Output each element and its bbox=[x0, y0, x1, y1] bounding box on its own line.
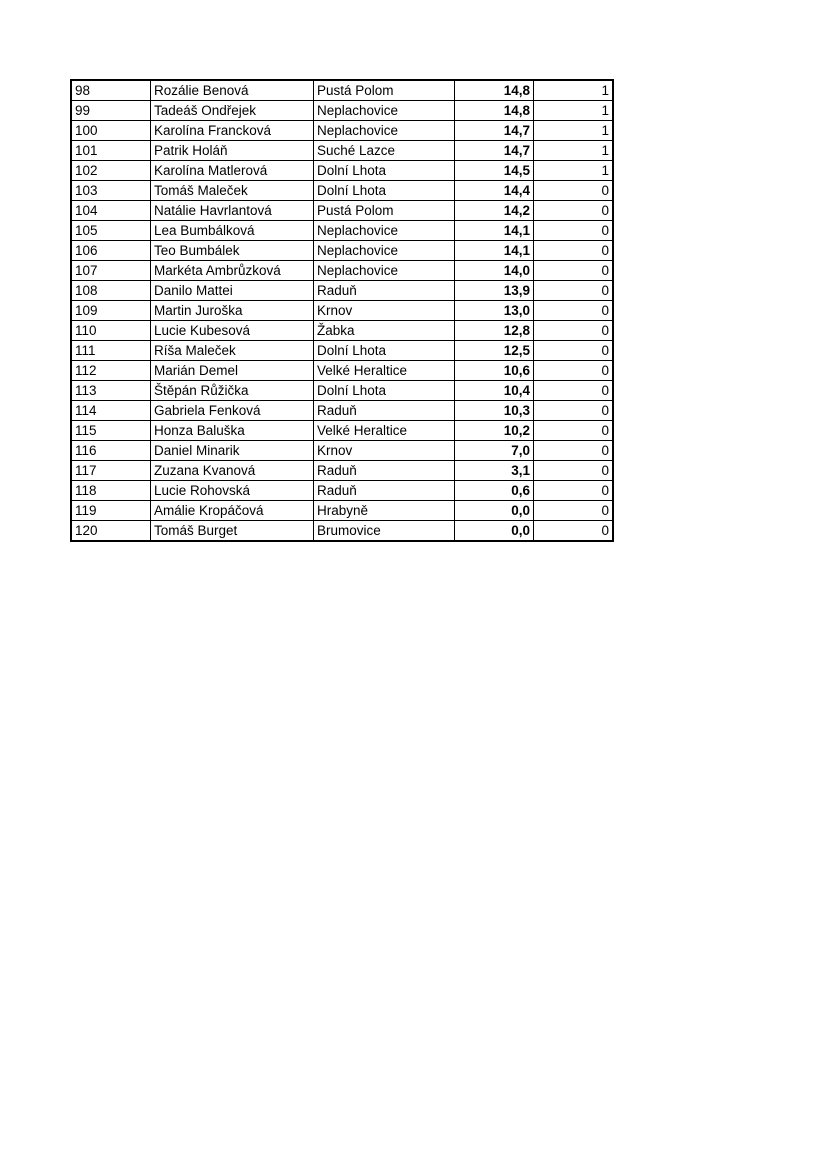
table-row bbox=[71, 381, 613, 401]
town-cell: Raduň bbox=[314, 401, 455, 421]
score-cell: 0,6 bbox=[455, 481, 534, 501]
points-cell: 1 bbox=[534, 141, 614, 161]
rank-cell: 107 bbox=[71, 261, 151, 281]
name-cell: Natálie Havrlantová bbox=[151, 201, 314, 221]
name-cell: Karolína Matlerová bbox=[151, 161, 314, 181]
rank-cell: 118 bbox=[71, 481, 151, 501]
town-cell: Neplachovice bbox=[314, 221, 455, 241]
town-cell: Brumovice bbox=[314, 521, 455, 542]
name-cell: Martin Juroška bbox=[151, 301, 314, 321]
table-row bbox=[71, 501, 613, 521]
points-cell: 0 bbox=[534, 401, 614, 421]
points-cell: 0 bbox=[534, 361, 614, 381]
town-cell: Velké Heraltice bbox=[314, 361, 455, 381]
town-cell: Dolní Lhota bbox=[314, 161, 455, 181]
table-row bbox=[71, 401, 613, 421]
score-cell: 0,0 bbox=[455, 501, 534, 521]
score-cell: 10,4 bbox=[455, 381, 534, 401]
score-cell: 14,2 bbox=[455, 201, 534, 221]
score-cell: 0,0 bbox=[455, 521, 534, 542]
results-table bbox=[70, 79, 614, 542]
rank-cell: 120 bbox=[71, 521, 151, 542]
points-cell: 0 bbox=[534, 281, 614, 301]
rank-cell: 100 bbox=[71, 121, 151, 141]
results-sheet bbox=[70, 79, 614, 542]
points-cell: 0 bbox=[534, 321, 614, 341]
table-row bbox=[71, 201, 613, 221]
table-row bbox=[71, 361, 613, 381]
name-cell: Lea Bumbálková bbox=[151, 221, 314, 241]
name-cell: Daniel Minarik bbox=[151, 441, 314, 461]
rank-cell: 102 bbox=[71, 161, 151, 181]
score-cell: 14,8 bbox=[455, 101, 534, 121]
points-cell: 1 bbox=[534, 121, 614, 141]
points-cell: 0 bbox=[534, 481, 614, 501]
name-cell: Tomáš Burget bbox=[151, 521, 314, 542]
rank-cell: 113 bbox=[71, 381, 151, 401]
score-cell: 10,6 bbox=[455, 361, 534, 381]
score-cell: 14,1 bbox=[455, 241, 534, 261]
name-cell: Rozálie Benová bbox=[151, 80, 314, 101]
table-row bbox=[71, 161, 613, 181]
name-cell: Tadeáš Ondřejek bbox=[151, 101, 314, 121]
score-cell: 14,7 bbox=[455, 141, 534, 161]
table-row bbox=[71, 441, 613, 461]
score-cell: 14,7 bbox=[455, 121, 534, 141]
rank-cell: 110 bbox=[71, 321, 151, 341]
town-cell: Velké Heraltice bbox=[314, 421, 455, 441]
town-cell: Dolní Lhota bbox=[314, 381, 455, 401]
score-cell: 14,1 bbox=[455, 221, 534, 241]
table-row bbox=[71, 241, 613, 261]
table-row bbox=[71, 101, 613, 121]
table-row bbox=[71, 421, 613, 441]
score-cell: 14,8 bbox=[455, 80, 534, 101]
name-cell: Amálie Kropáčová bbox=[151, 501, 314, 521]
name-cell: Gabriela Fenková bbox=[151, 401, 314, 421]
town-cell: Krnov bbox=[314, 441, 455, 461]
score-cell: 13,9 bbox=[455, 281, 534, 301]
score-cell: 12,8 bbox=[455, 321, 534, 341]
points-cell: 0 bbox=[534, 301, 614, 321]
score-cell: 12,5 bbox=[455, 341, 534, 361]
rank-cell: 109 bbox=[71, 301, 151, 321]
name-cell: Karolína Francková bbox=[151, 121, 314, 141]
name-cell: Zuzana Kvanová bbox=[151, 461, 314, 481]
table-row bbox=[71, 221, 613, 241]
name-cell: Honza Baluška bbox=[151, 421, 314, 441]
name-cell: Ríša Maleček bbox=[151, 341, 314, 361]
town-cell: Pustá Polom bbox=[314, 80, 455, 101]
score-cell: 13,0 bbox=[455, 301, 534, 321]
town-cell: Hrabyně bbox=[314, 501, 455, 521]
points-cell: 0 bbox=[534, 461, 614, 481]
rank-cell: 111 bbox=[71, 341, 151, 361]
score-cell: 3,1 bbox=[455, 461, 534, 481]
rank-cell: 117 bbox=[71, 461, 151, 481]
name-cell: Teo Bumbálek bbox=[151, 241, 314, 261]
score-cell: 7,0 bbox=[455, 441, 534, 461]
table-row bbox=[71, 461, 613, 481]
town-cell: Raduň bbox=[314, 481, 455, 501]
town-cell: Dolní Lhota bbox=[314, 341, 455, 361]
town-cell: Raduň bbox=[314, 281, 455, 301]
name-cell: Danilo Mattei bbox=[151, 281, 314, 301]
town-cell: Neplachovice bbox=[314, 101, 455, 121]
rank-cell: 108 bbox=[71, 281, 151, 301]
name-cell: Marián Demel bbox=[151, 361, 314, 381]
rank-cell: 105 bbox=[71, 221, 151, 241]
town-cell: Pustá Polom bbox=[314, 201, 455, 221]
table-row bbox=[71, 521, 613, 542]
rank-cell: 101 bbox=[71, 141, 151, 161]
rank-cell: 98 bbox=[71, 80, 151, 101]
points-cell: 0 bbox=[534, 521, 614, 542]
points-cell: 0 bbox=[534, 241, 614, 261]
points-cell: 1 bbox=[534, 80, 614, 101]
name-cell: Lucie Rohovská bbox=[151, 481, 314, 501]
table-row bbox=[71, 321, 613, 341]
name-cell: Štěpán Růžička bbox=[151, 381, 314, 401]
town-cell: Raduň bbox=[314, 461, 455, 481]
rank-cell: 114 bbox=[71, 401, 151, 421]
town-cell: Krnov bbox=[314, 301, 455, 321]
points-cell: 0 bbox=[534, 381, 614, 401]
table-row bbox=[71, 121, 613, 141]
name-cell: Markéta Ambrůzková bbox=[151, 261, 314, 281]
town-cell: Suché Lazce bbox=[314, 141, 455, 161]
score-cell: 10,2 bbox=[455, 421, 534, 441]
score-cell: 14,4 bbox=[455, 181, 534, 201]
table-row bbox=[71, 181, 613, 201]
points-cell: 0 bbox=[534, 181, 614, 201]
points-cell: 0 bbox=[534, 341, 614, 361]
name-cell: Lucie Kubesová bbox=[151, 321, 314, 341]
table-row bbox=[71, 301, 613, 321]
points-cell: 0 bbox=[534, 441, 614, 461]
points-cell: 0 bbox=[534, 201, 614, 221]
score-cell: 14,5 bbox=[455, 161, 534, 181]
results-table-body bbox=[71, 80, 613, 541]
table-row bbox=[71, 141, 613, 161]
points-cell: 0 bbox=[534, 261, 614, 281]
rank-cell: 99 bbox=[71, 101, 151, 121]
table-row bbox=[71, 80, 613, 101]
points-cell: 0 bbox=[534, 421, 614, 441]
town-cell: Dolní Lhota bbox=[314, 181, 455, 201]
rank-cell: 119 bbox=[71, 501, 151, 521]
rank-cell: 103 bbox=[71, 181, 151, 201]
table-row bbox=[71, 281, 613, 301]
rank-cell: 115 bbox=[71, 421, 151, 441]
town-cell: Žabka bbox=[314, 321, 455, 341]
table-row bbox=[71, 261, 613, 281]
score-cell: 10,3 bbox=[455, 401, 534, 421]
rank-cell: 112 bbox=[71, 361, 151, 381]
table-row bbox=[71, 341, 613, 361]
rank-cell: 106 bbox=[71, 241, 151, 261]
points-cell: 0 bbox=[534, 501, 614, 521]
town-cell: Neplachovice bbox=[314, 261, 455, 281]
name-cell: Patrik Holáň bbox=[151, 141, 314, 161]
rank-cell: 104 bbox=[71, 201, 151, 221]
town-cell: Neplachovice bbox=[314, 121, 455, 141]
town-cell: Neplachovice bbox=[314, 241, 455, 261]
rank-cell: 116 bbox=[71, 441, 151, 461]
points-cell: 0 bbox=[534, 221, 614, 241]
score-cell: 14,0 bbox=[455, 261, 534, 281]
name-cell: Tomáš Maleček bbox=[151, 181, 314, 201]
points-cell: 1 bbox=[534, 101, 614, 121]
table-row bbox=[71, 481, 613, 501]
points-cell: 1 bbox=[534, 161, 614, 181]
